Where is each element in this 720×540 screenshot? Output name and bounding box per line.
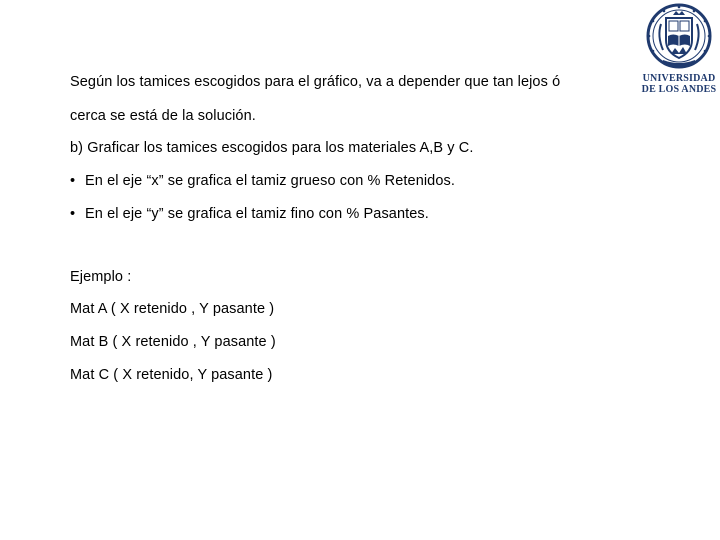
item-b-text: b) Graficar los tamices escogidos para los materiales A,B y C. [70, 140, 474, 156]
logo-text-line2: DE LOS ANDES [641, 84, 717, 95]
paragraph-line-1: Según los tamices escogidos para el gráfico, va a depender que tan lejos ó [70, 74, 561, 90]
logo-text-line1: UNIVERSIDAD [642, 73, 716, 84]
example-heading: Ejemplo : [70, 269, 132, 285]
bullet-icon: • [70, 206, 76, 222]
bullet-icon: • [70, 173, 76, 189]
example-line: Mat A ( X retenido , Y pasante ) [70, 301, 275, 317]
university-logo [639, 2, 719, 98]
example-line: Mat B ( X retenido , Y pasante ) [70, 334, 276, 350]
university-seal-icon [639, 2, 719, 74]
bullet-item [70, 205, 429, 223]
bullet-text: En el eje “x” se grafica el tamiz grueso con % Retenidos. [85, 173, 455, 189]
bullet-item [70, 172, 455, 190]
example-line: Mat C ( X retenido, Y pasante ) [70, 367, 273, 383]
paragraph-line-2: cerca se está de la solución. [70, 108, 256, 124]
bullet-text: En el eje “y” se grafica el tamiz fino con % Pasantes. [85, 206, 429, 222]
